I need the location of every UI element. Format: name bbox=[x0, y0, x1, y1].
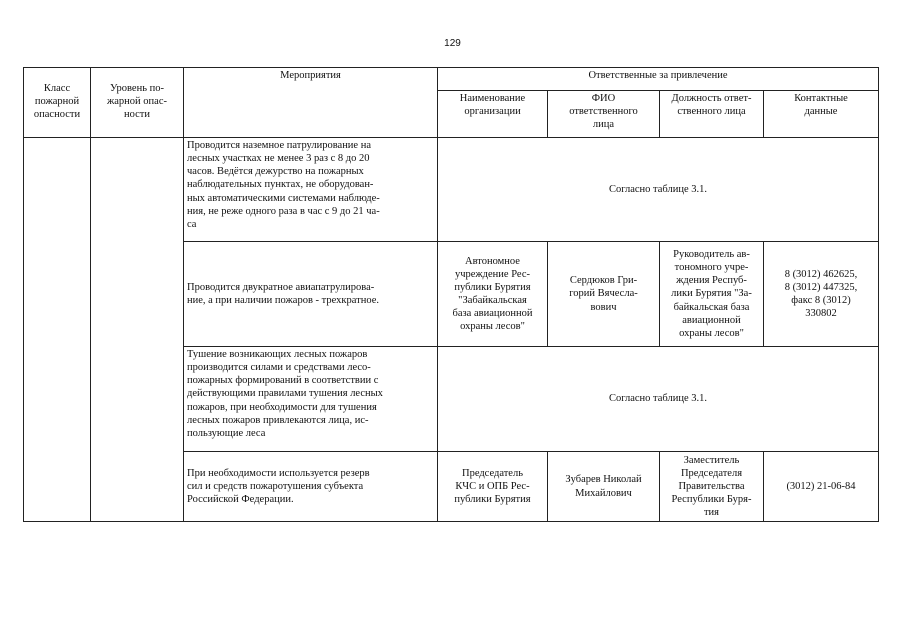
header-level: Уровень по- жарной опас- ности bbox=[91, 68, 184, 138]
measure-cell: Тушение возникающих лесных пожаров производится силами и средствами лесо- пожарных формирований в соответствии с действующими правилами тушения лесных пожаров, при необходимости для тушения лесных пожаров привлекаются лица, ис- пользующие леса bbox=[184, 347, 438, 452]
fire-measures-table bbox=[23, 67, 879, 522]
see-table-cell: Согласно таблице 3.1. bbox=[438, 347, 879, 452]
measure-cell: Проводится наземное патрулирование на лесных участках не менее 3 раз с 8 до 20 часов. Ведётся дежурство на пожарных наблюдательных пунктах, не оборудован- ных автоматическими системами наблюде- ния, не реже одного раза в час с 9 до 21 ча- са bbox=[184, 138, 438, 242]
position-cell: Заместитель Председателя Правительства Республики Буря- тия bbox=[660, 452, 764, 522]
contacts-cell: 8 (3012) 462625, 8 (3012) 447325, факс 8 (3012) 330802 bbox=[764, 242, 879, 347]
page-number: 129 bbox=[444, 38, 461, 49]
header-org: Наименование организации bbox=[438, 91, 548, 138]
measure-cell: Проводится двукратное авиапатрулирова- ние, а при наличии пожаров - трехкратное. bbox=[184, 242, 438, 347]
header-class: Класс пожарной опасности bbox=[24, 68, 91, 138]
contacts-cell: (3012) 21-06-84 bbox=[764, 452, 879, 522]
org-cell: Председатель КЧС и ОПБ Рес- публики Бурятия bbox=[438, 452, 548, 522]
header-position: Должность ответ- ственного лица bbox=[660, 91, 764, 138]
header-contacts: Контактные данные bbox=[764, 91, 879, 138]
header-measures: Мероприятия bbox=[184, 68, 438, 138]
header-responsible: Ответственные за привлечение bbox=[438, 68, 879, 91]
measure-cell: При необходимости используется резерв сил и средств пожаротушения субъекта Российской Федерации. bbox=[184, 452, 438, 522]
level-cell bbox=[91, 138, 184, 522]
position-cell: Руководитель ав- тономного учре- ждения Респуб- лики Бурятия "За- байкальская база авиационной охраны лесов" bbox=[660, 242, 764, 347]
table-row bbox=[24, 138, 879, 242]
fio-cell: Сердюков Гри- горий Вячесла- вович bbox=[548, 242, 660, 347]
fio-cell: Зубарев Николай Михайлович bbox=[548, 452, 660, 522]
see-table-cell: Согласно таблице 3.1. bbox=[438, 138, 879, 242]
header-fio: ФИО ответственного лица bbox=[548, 91, 660, 138]
class-cell bbox=[24, 138, 91, 522]
org-cell: Автономное учреждение Рес- публики Бурятия "Забайкальская база авиационной охраны лесов" bbox=[438, 242, 548, 347]
